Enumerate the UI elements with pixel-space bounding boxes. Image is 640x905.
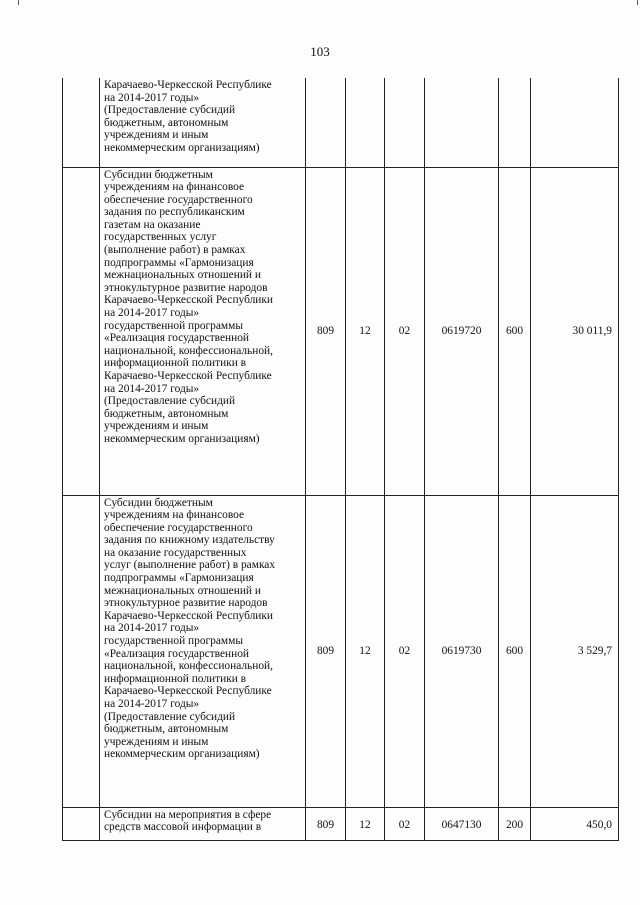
budget-table (62, 78, 619, 841)
expense-type-cell: 200 (499, 807, 531, 840)
subsection-cell: 02 (385, 167, 425, 495)
target-article-cell: 0619720 (425, 167, 499, 495)
scan-edge-mark (18, 0, 19, 5)
expense-type-cell: 600 (499, 495, 531, 807)
description-cell: Субсидии бюджетным учреждениям на финансовое обеспечение государственного задания по республиканским газетам на оказание государственных услуг (выполнение работ) в рамках подпрограммы «Гармонизация межнациональных отношений и этнокультурное развитие народов Карачаево-Черкесской Республики на 2014-2017 годы» государственной программы «Реализация государственной национальной, конфессиональной, информационной политики в Карачаево-Черкесской Республике на 2014-2017 годы» (Предоставление субсидий бюджетным, автономным учреждениям и иным некоммерческим организациям) (100, 167, 306, 495)
expense-type-cell (499, 78, 531, 167)
ministry-cell: 809 (306, 807, 346, 840)
target-article-cell: 0619730 (425, 495, 499, 807)
page-number: 103 (310, 44, 330, 59)
ministry-cell (306, 78, 346, 167)
amount-cell: 30 011,9 (531, 167, 619, 495)
subsection-cell: 02 (385, 495, 425, 807)
target-article-cell (425, 78, 499, 167)
amount-cell: 450,0 (531, 807, 619, 840)
ministry-cell: 809 (306, 495, 346, 807)
scan-edge-mark (637, 0, 638, 5)
index-cell (63, 78, 100, 167)
table-row (63, 807, 619, 840)
subsection-cell (385, 78, 425, 167)
description-cell: Субсидии бюджетным учреждениям на финансовое обеспечение государственного задания по книжному издательству на оказание государственных услуг (выполнение работ) в рамках подпрограммы «Гармонизация межнациональных отношений и этнокультурное развитие народов Карачаево-Черкесской Республики на 2014-2017 годы» государственной программы «Реализация государственной национальной, конфессиональной, информационной политики в Карачаево-Черкесской Республике на 2014-2017 годы» (Предоставление субсидий бюджетным, автономным учреждениям и иным некоммерческим организациям) (100, 495, 306, 807)
subsection-cell: 02 (385, 807, 425, 840)
index-cell (63, 807, 100, 840)
index-cell (63, 495, 100, 807)
description-cell: Субсидии на мероприятия в сфере средств массовой информации в (100, 807, 306, 840)
table-row (63, 78, 619, 167)
section-cell: 12 (346, 167, 385, 495)
table-row (63, 495, 619, 807)
target-article-cell: 0647130 (425, 807, 499, 840)
section-cell (346, 78, 385, 167)
table-row (63, 167, 619, 495)
expense-type-cell: 600 (499, 167, 531, 495)
ministry-cell: 809 (306, 167, 346, 495)
section-cell: 12 (346, 495, 385, 807)
section-cell: 12 (346, 807, 385, 840)
amount-cell: 3 529,7 (531, 495, 619, 807)
amount-cell (531, 78, 619, 167)
description-cell: Карачаево-Черкесской Республике на 2014-2017 годы» (Предоставление субсидий бюджетным, автономным учреждениям и иным некоммерческим организациям) (100, 78, 306, 167)
index-cell (63, 167, 100, 495)
